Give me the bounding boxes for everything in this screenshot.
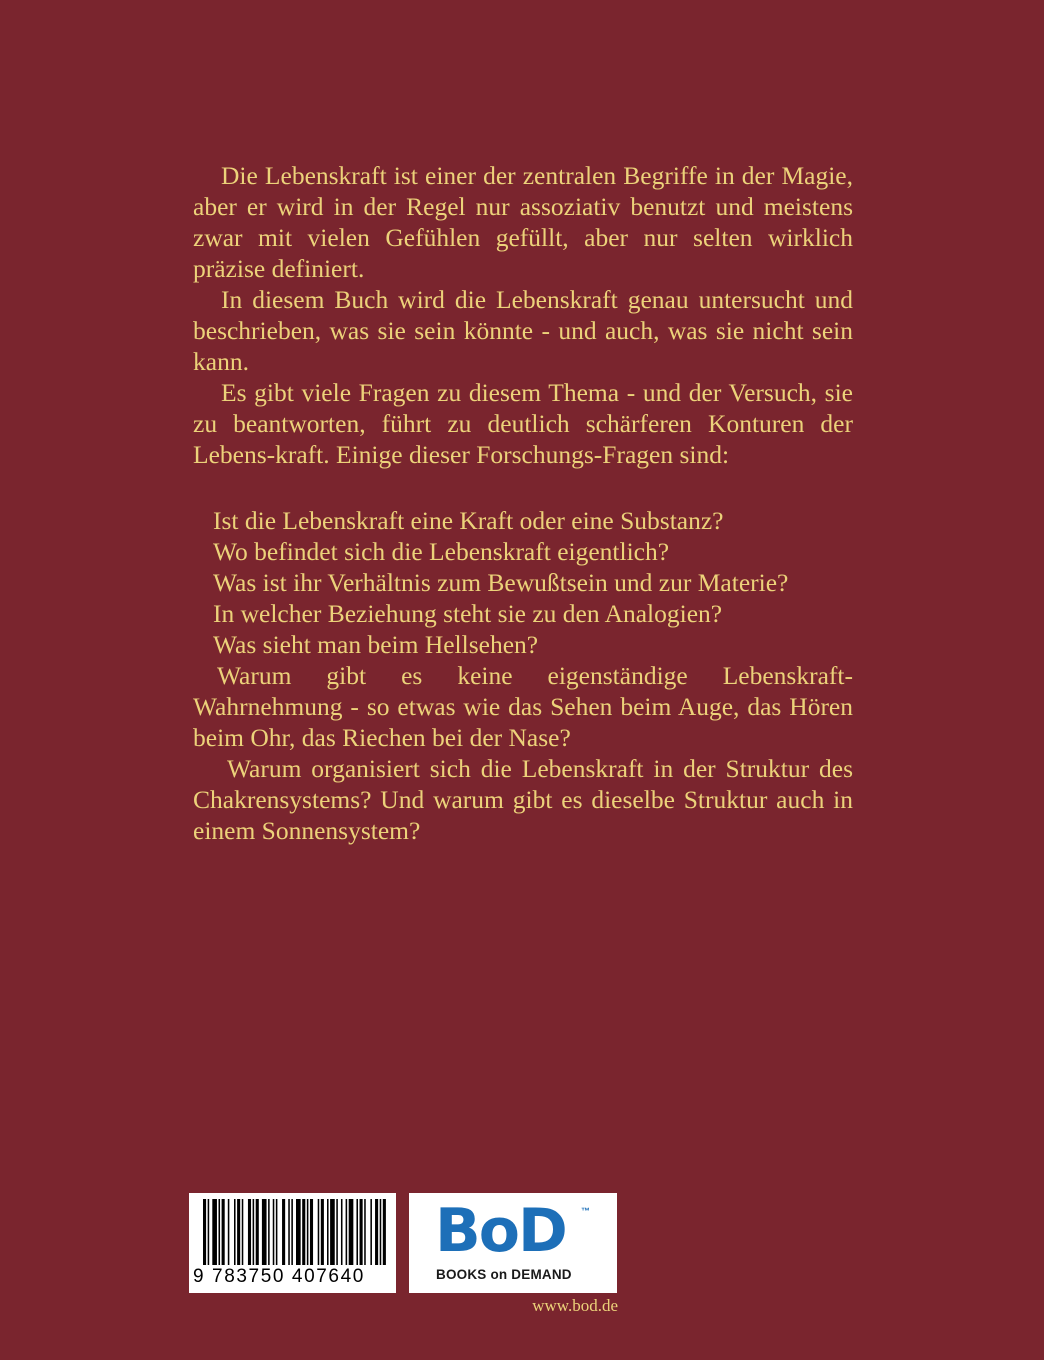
- barcode-bar: [346, 1199, 348, 1265]
- question-item-6: Warum gibt es keine eigenständige Lebenskraft-Wahrnehmung - so etwas wie das Sehen beim Auge, das Hören beim Ohr, das Riechen bei der Nase?: [193, 661, 853, 752]
- publisher-logo: [409, 1193, 617, 1293]
- barcode-bar: [370, 1199, 372, 1265]
- question-list: [193, 505, 853, 846]
- blurb-text: [193, 160, 853, 846]
- barcode-bar: [242, 1199, 244, 1265]
- barcode-bar: [282, 1199, 285, 1265]
- blurb-paragraph-1: Die Lebenskraft ist einer der zentralen Begriffe in der Magie, aber er wird in der Regel nur assoziativ benutzt und meistens zwar mit vielen Gefühlen gefüllt, aber nur selten wirklich präzise definiert.: [193, 161, 853, 283]
- publisher-tagline: BOOKS on DEMAND: [436, 1267, 572, 1282]
- barcode-bar: [302, 1199, 305, 1265]
- barcode-bar: [296, 1199, 301, 1265]
- barcode-bar: [307, 1199, 309, 1265]
- publisher-url[interactable]: www.bod.de: [532, 1296, 618, 1315]
- barcode-bar: [237, 1199, 240, 1265]
- barcode-bar: [327, 1199, 329, 1265]
- barcode-bar: [256, 1199, 259, 1265]
- bod-logo-text: BoD: [435, 1196, 566, 1266]
- barcode-bar: [222, 1199, 225, 1265]
- barcode-bar: [203, 1199, 206, 1265]
- isbn-digits: 9 783750 407640: [193, 1266, 393, 1288]
- barcode-bar: [330, 1199, 335, 1265]
- blurb-paragraph-3: Es gibt viele Fragen zu diesem Thema - und der Versuch, sie zu beantworten, führt zu deutlich schärferen Konturen der Lebens-kraft. Einige dieser Forschungs-Fragen sind:: [193, 378, 853, 469]
- barcode-bar: [318, 1199, 320, 1265]
- barcode-bar: [321, 1199, 324, 1265]
- barcode-bar: [356, 1199, 358, 1265]
- barcode-bar: [234, 1199, 236, 1265]
- barcode-bar: [208, 1199, 210, 1265]
- question-item-7: Warum organisiert sich die Lebenskraft in der Struktur des Chakrensystems? Und warum gibt es dieselbe Struktur auch in einem Sonnensystem?: [193, 754, 853, 845]
- barcode-bar: [383, 1199, 386, 1265]
- barcode-bar: [349, 1199, 354, 1265]
- blurb-paragraph-2: In diesem Buch wird die Lebenskraft genau untersucht und beschrieben, was sie sein könnte - und auch, was sie nicht sein kann.: [193, 285, 853, 376]
- barcode-bar: [248, 1199, 251, 1265]
- barcode-bar: [341, 1199, 343, 1265]
- question-item-5: Was sieht man beim Hellsehen?: [213, 630, 539, 659]
- isbn-barcode: [189, 1193, 396, 1293]
- barcode-bar: [310, 1199, 313, 1265]
- question-item-2: Wo befindet sich die Lebenskraft eigentlich?: [213, 537, 670, 566]
- barcode-bar: [268, 1199, 270, 1265]
- barcode-bar: [276, 1199, 278, 1265]
- barcode-bar: [219, 1199, 221, 1265]
- barcode-bar: [262, 1199, 267, 1265]
- barcode-bar: [291, 1199, 293, 1265]
- barcode-bar: [364, 1199, 366, 1265]
- barcode-bar: [336, 1199, 338, 1265]
- barcode-bar: [288, 1199, 290, 1265]
- question-item-1: Ist die Lebenskraft eine Kraft oder eine Substanz?: [213, 506, 724, 535]
- barcode-bar: [253, 1199, 255, 1265]
- question-item-3: Was ist ihr Verhältnis zum Bewußtsein und zur Materie?: [213, 568, 789, 597]
- barcode-bar: [273, 1199, 275, 1265]
- barcode-bar: [380, 1199, 382, 1265]
- barcode-bar: [212, 1199, 217, 1265]
- question-item-4: In welcher Beziehung steht sie zu den Analogien?: [213, 599, 723, 628]
- barcode-bar: [228, 1199, 230, 1265]
- trademark-mark: ™: [581, 1206, 590, 1216]
- barcode-bar: [360, 1199, 363, 1265]
- barcode-bar: [375, 1199, 378, 1265]
